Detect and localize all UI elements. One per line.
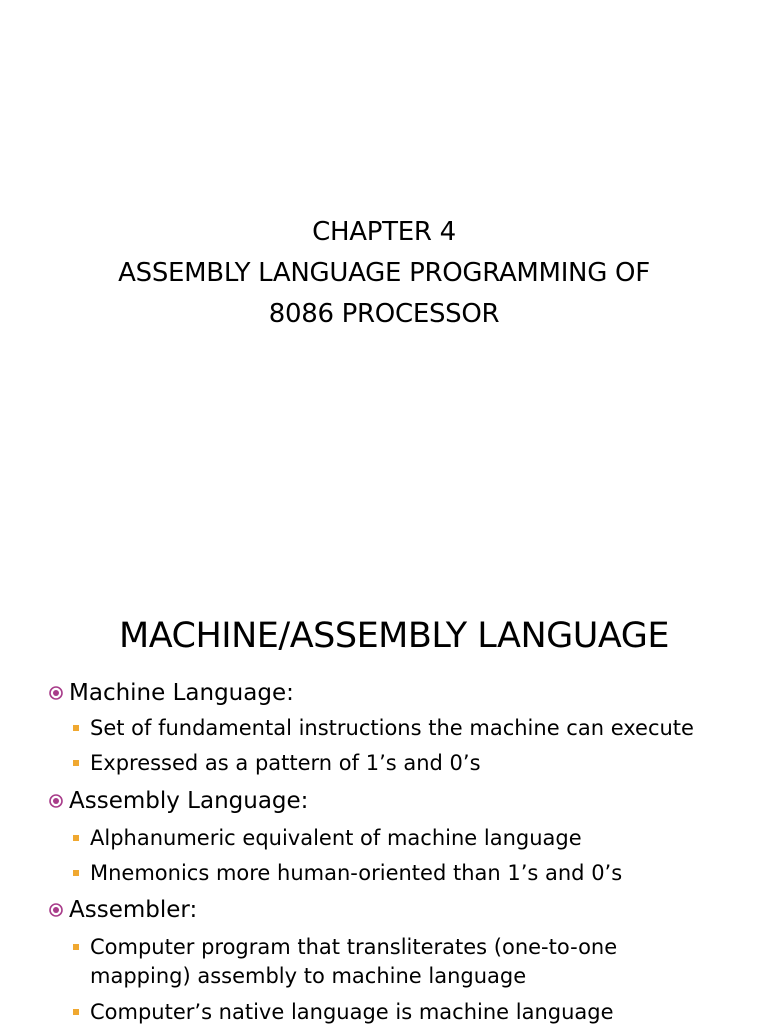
circle-bullet-icon — [48, 902, 64, 918]
sub-bullet-item — [73, 859, 622, 888]
sub-bullet-text: Alphanumeric equivalent of machine language — [90, 826, 582, 850]
sub-bullet-item — [73, 998, 614, 1027]
square-bullet-icon — [73, 835, 79, 841]
sub-bullet-text: mapping) assembly to machine language — [90, 964, 527, 988]
square-bullet-icon — [73, 944, 79, 950]
square-bullet-icon — [73, 870, 79, 876]
title-line: CHAPTER 4 — [312, 217, 456, 247]
bullet-item-machine-language — [48, 680, 294, 706]
sub-bullet-item — [73, 749, 481, 778]
sub-bullet-text: Computer program that transliterates (one-to-one — [90, 935, 618, 959]
sub-bullet-text: Expressed as a pattern of 1’s and 0’s — [90, 751, 481, 775]
square-bullet-icon — [73, 1009, 79, 1015]
bullet-label: Machine Language: — [69, 680, 294, 706]
bullet-item-assembler — [48, 897, 197, 923]
title-line: ASSEMBLY LANGUAGE PROGRAMMING OF — [118, 258, 650, 288]
sub-bullet-item — [73, 933, 617, 991]
sub-bullet-item — [73, 824, 582, 853]
slide-2 — [0, 580, 768, 1024]
sub-bullet-text: Set of fundamental instructions the machine can execute — [90, 716, 694, 740]
sub-bullet-text: Mnemonics more human-oriented than 1’s and 0’s — [90, 861, 623, 885]
square-bullet-icon — [73, 760, 79, 766]
circle-bullet-icon — [48, 685, 64, 701]
slide-heading: MACHINE/ASSEMBLY LANGUAGE — [119, 616, 669, 656]
circle-bullet-icon — [48, 793, 64, 809]
chapter-title — [0, 212, 768, 335]
bullet-item-assembly-language — [48, 788, 308, 814]
square-bullet-icon — [73, 725, 79, 731]
sub-bullet-text: Computer’s native language is machine language — [90, 1000, 614, 1024]
bullet-label: Assembly Language: — [69, 788, 309, 814]
title-line: 8086 PROCESSOR — [268, 299, 500, 329]
bullet-label: Assembler: — [69, 897, 198, 923]
sub-bullet-item — [73, 714, 694, 743]
